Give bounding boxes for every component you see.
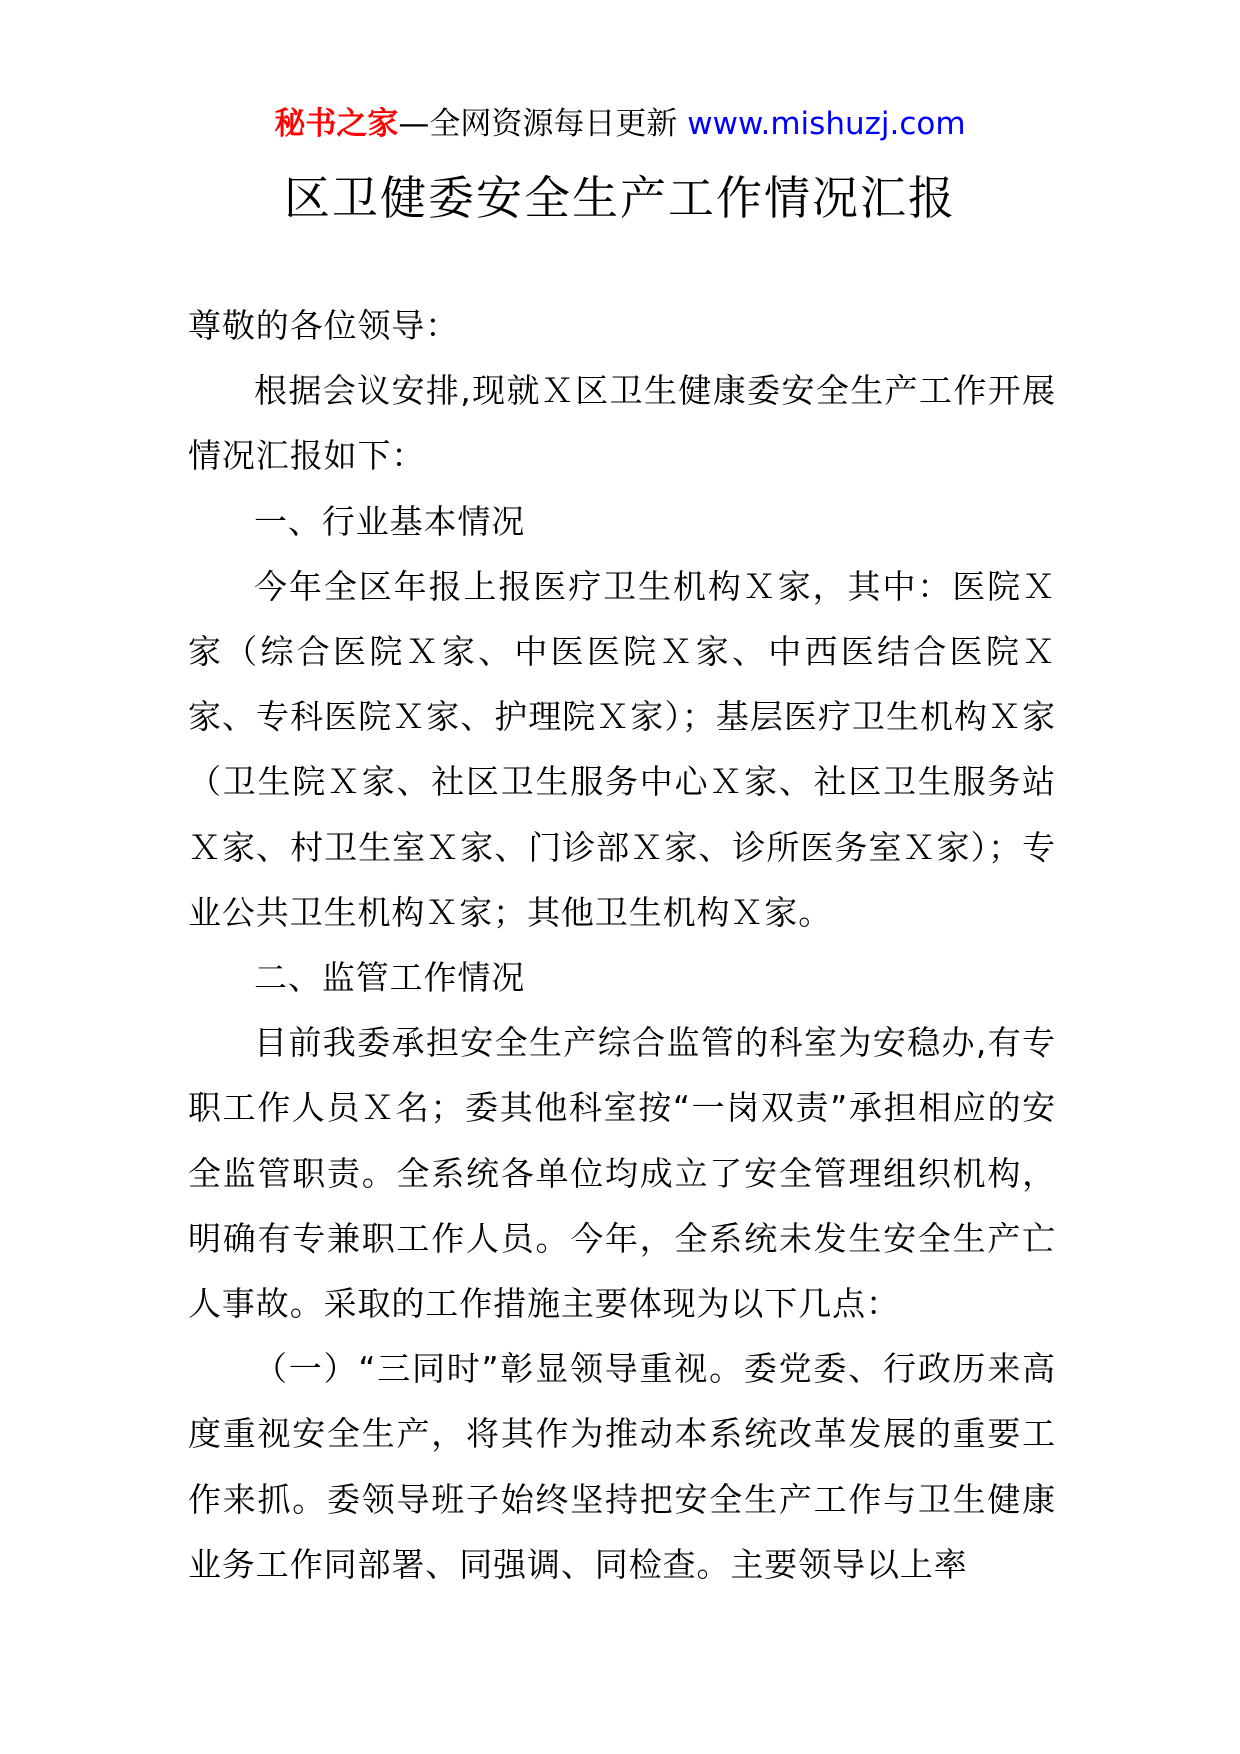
- header-slogan: —全网资源每日更新: [398, 106, 688, 142]
- site-url: www.mishuzj.com: [687, 106, 966, 142]
- document-body: [188, 293, 1056, 1597]
- document-title: 区卫健委安全生产工作情况汇报: [284, 171, 956, 225]
- industry-paragraph: 今年全区年报上报医疗卫生机构Ｘ家，其中：医院Ｘ家（综合医院Ｘ家、中医医院Ｘ家、中西医结合医院Ｘ家、专科医院Ｘ家、护理院Ｘ家）；基层医疗卫生机构Ｘ家（卫生院Ｘ家、社区卫生服务中心Ｘ家、社区卫生服务站Ｘ家、村卫生室Ｘ家、门诊部Ｘ家、诊所医务室Ｘ家）；专业公共卫生机构Ｘ家；其他卫生机构Ｘ家。: [188, 566, 1056, 932]
- measure-one-paragraph: （一）“三同时”彰显领导重视。委党委、行政历来高度重视安全生产，将其作为推动本系统改革发展的重要工作来抓。委领导班子始终坚持把安全生产工作与卫生健康业务工作同部署、同强调、同检查。主要领导以上率: [188, 1349, 1056, 1584]
- section-heading-supervision: 二、监管工作情况: [254, 958, 526, 998]
- brand-name: 秘书之家: [274, 106, 399, 142]
- salutation: 尊敬的各位领导：: [188, 306, 460, 345]
- intro-paragraph: 根据会议安排,现就Ｘ区卫生健康委安全生产工作开展情况汇报如下：: [188, 371, 1056, 476]
- supervision-paragraph: 目前我委承担安全生产综合监管的科室为安稳办,有专职工作人员Ｘ名；委其他科室按“一岗双责”承担相应的安全监管职责。全系统各单位均成立了安全管理组织机构，明确有专兼职工作人员。今年，全系统未发生安全生产亡人事故。采取的工作措施主要体现为以下几点：: [188, 1023, 1056, 1324]
- site-header-banner: [0, 102, 1240, 146]
- section-heading-industry: 一、行业基本情况: [254, 501, 526, 541]
